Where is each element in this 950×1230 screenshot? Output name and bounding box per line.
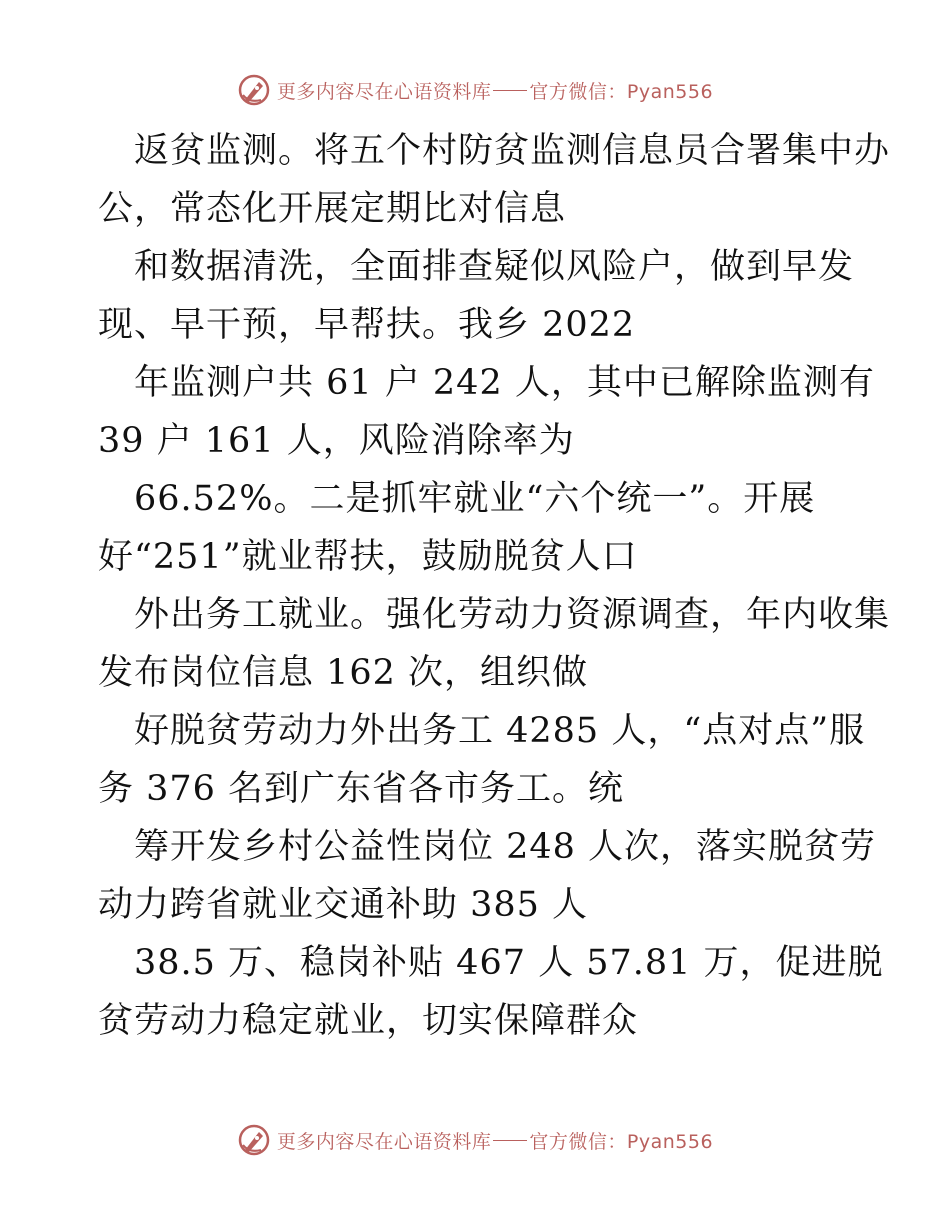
pen-nib-logo-icon xyxy=(237,73,271,107)
body-line: 发布岗位信息 162 次，组织做 xyxy=(98,653,589,693)
body-line: 公，常态化开展定期比对信息 xyxy=(98,189,567,229)
watermark-main-text: 更多内容尽在心语资料库 xyxy=(276,80,492,103)
watermark-dash xyxy=(493,90,527,91)
watermark-dash xyxy=(493,1140,527,1141)
footer-watermark xyxy=(0,1120,950,1160)
body-line: 筹开发乡村公益性岗位 248 人次，落实脱贫劳 xyxy=(134,827,877,867)
body-line: 好“251”就业帮扶，鼓励脱贫人口 xyxy=(98,537,638,577)
body-line: 贫劳动力稳定就业，切实保障群众 xyxy=(98,1001,639,1041)
body-line: 动力跨省就业交通补助 385 人 xyxy=(98,885,589,925)
pen-nib-logo-icon xyxy=(237,1123,271,1157)
body-line: 现、早干预，早帮扶。我乡 2022 xyxy=(98,305,636,345)
body-line: 返贫监测。将五个村防贫监测信息员合署集中办 xyxy=(134,131,891,171)
body-line: 年监测户共 61 户 242 人，其中已解除监测有 xyxy=(134,363,875,403)
body-line: 39 户 161 人，风险消除率为 xyxy=(98,421,575,461)
watermark-main-text: 更多内容尽在心语资料库 xyxy=(276,1130,492,1153)
body-line: 38.5 万、稳岗补贴 467 人 57.81 万，促进脱 xyxy=(134,943,884,983)
body-line: 好脱贫劳动力外出务工 4285 人，“点对点”服 xyxy=(134,711,866,751)
body-line: 务 376 名到广东省各市务工。统 xyxy=(98,769,625,809)
document-body xyxy=(98,122,891,1050)
body-line: 外出务工就业。强化劳动力资源调查，年内收集 xyxy=(134,595,891,635)
watermark-side-text: 官方微信：Pyan556 xyxy=(529,1130,714,1153)
watermark-side-text: 官方微信：Pyan556 xyxy=(529,80,714,103)
header-watermark xyxy=(0,70,950,110)
body-line: 和数据清洗，全面排查疑似风险户，做到早发 xyxy=(134,247,855,287)
body-line: 66.52%。二是抓牢就业“六个统一”。开展 xyxy=(134,479,816,519)
